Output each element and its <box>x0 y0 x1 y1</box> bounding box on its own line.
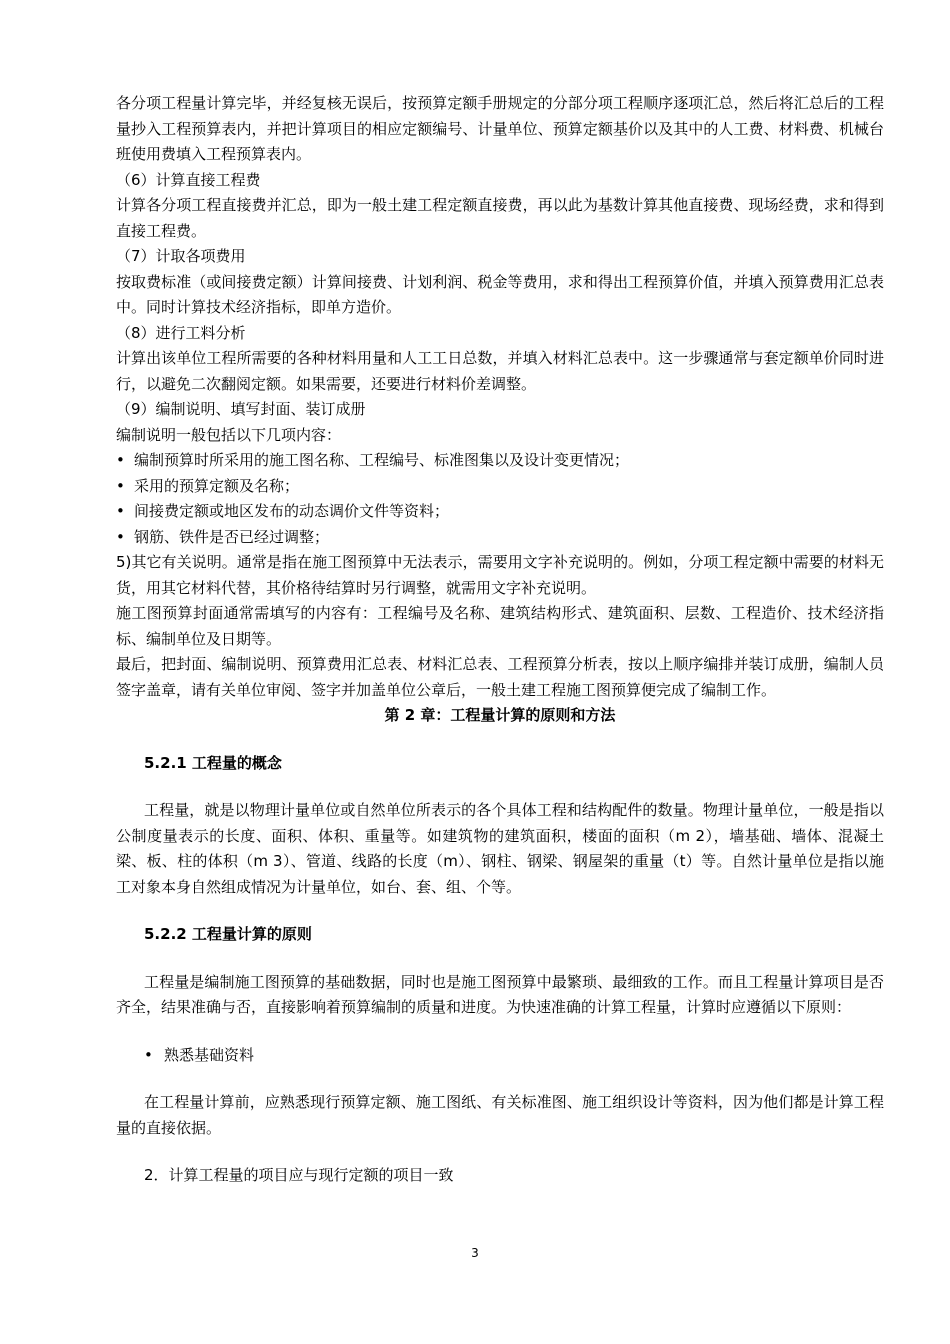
list-item <box>116 1043 884 1069</box>
paragraph-step-7: 按取费标准（或间接费定额）计算间接费、计划利润、税金等费用，求和得出工程预算价值，并填入预算费用汇总表中。同时计算技术经济指标，即单方造价。 <box>116 272 884 316</box>
paragraph-other-notes: 5)其它有关说明。通常是指在施工图预算中无法表示，需要用文字补充说明的。例如，分项工程定额中需要的材料无货，用其它材料代替，其价格待结算时另行调整，就需用文字补充说明。 <box>116 553 884 597</box>
chapter-title: 第 2 章：工程量计算的原则和方法 <box>384 706 616 724</box>
bullet-icon: • <box>116 476 125 495</box>
list-item <box>116 448 884 474</box>
paragraph-step-8: 计算出该单位工程所需要的各种材料用量和人工工日总数，并填入材料汇总表中。这一步骤通常与套定额单价同时进行，以避免二次翻阅定额。如果需要，还要进行材料价差调整。 <box>116 349 884 393</box>
heading-step-7: （7）计取各项费用 <box>116 247 246 265</box>
heading-step-8: （8）进行工料分析 <box>116 323 246 342</box>
list-item <box>116 474 884 500</box>
section-title-concept: 5.2.1 工程量的概念 <box>144 753 282 772</box>
paragraph-summary: 各分项工程量计算完毕，并经复核无误后，按预算定额手册规定的分部分项工程顺序逐项汇总，然后将汇总后的工程量抄入工程预算表内，并把计算项目的相应定额编号、计量单位、预算定额基价以及其中的人工费、材料费、机械台班使用费填入工程预算表内。 <box>116 94 884 163</box>
list-item <box>116 525 884 551</box>
list-item-text: 采用的预算定额及名称； <box>134 476 300 495</box>
bullet-icon: • <box>144 1045 153 1064</box>
paragraph-familiarize: 在工程量计算前，应熟悉现行预算定额、施工图纸、有关标准图、施工组织设计等资料，因为他们都是计算工程量的直接依据。 <box>116 1093 884 1137</box>
list-item-text: 编制预算时所采用的施工图名称、工程编号、标准图集以及设计变更情况； <box>134 451 630 469</box>
paragraph-principles: 工程量是编制施工图预算的基础数据，同时也是施工图预算中最繁琐、最细致的工作。而且工程量计算项目是否齐全，结果准确与否，直接影响着预算编制的质量和进度。为快速准确的计算工程量，计算时应遵循以下原则： <box>116 972 884 1016</box>
list-item <box>116 499 884 525</box>
page-content <box>116 91 884 1189</box>
paragraph-step-9: 编制说明一般包括以下几项内容： <box>116 425 342 444</box>
heading-step-9: （9）编制说明、填写封面、装订成册 <box>116 400 366 418</box>
list-item-text: 熟悉基础资料 <box>164 1045 255 1064</box>
bullet-icon: • <box>116 451 125 469</box>
paragraph-step-6: 计算各分项工程直接费并汇总，即为一般土建工程定额直接费，再以此为基数计算其他直接费、现场经费，求和得到直接工程费。 <box>116 196 884 240</box>
list-item-text: 钢筋、铁件是否已经过调整； <box>134 527 330 546</box>
heading-step-6: （6）计算直接工程费 <box>116 170 261 189</box>
bullet-icon: • <box>116 527 125 546</box>
section-title-principles: 5.2.2 工程量计算的原则 <box>144 925 312 943</box>
list-item-text: 间接费定额或地区发布的动态调价文件等资料； <box>134 502 450 520</box>
paragraph-cover: 施工图预算封面通常需填写的内容有：工程编号及名称、建筑结构形式、建筑面积、层数、工程造价、技术经济指标、编制单位及日期等。 <box>116 604 884 648</box>
paragraph-concept: 工程量，就是以物理计量单位或自然单位所表示的各个具体工程和结构配件的数量。物理计量单位，一般是指以公制度量表示的长度、面积、体积、重量等。如建筑物的建筑面积，楼面的面积（m 2），墙基础、墙体、混凝土梁、板、柱的体积（m 3）、管道、线路的长度（m）、钢柱、钢梁、钢屋架的重量（t）等。自然计量单位是指以施工对象本身自然组成情况为计量单位，如台、套、组、个等。 <box>116 801 884 896</box>
bullet-icon: • <box>116 502 125 520</box>
paragraph-final: 最后，把封面、编制说明、预算费用汇总表、材料汇总表、工程预算分析表，按以上顺序编排并装订成册，编制人员签字盖章，请有关单位审阅、签字并加盖单位公章后，一般土建工程施工图预算便完成了编制工作。 <box>116 655 884 699</box>
page-number: 3 <box>471 1246 479 1260</box>
numbered-item-2: 2．计算工程量的项目应与现行定额的项目一致 <box>144 1166 454 1184</box>
